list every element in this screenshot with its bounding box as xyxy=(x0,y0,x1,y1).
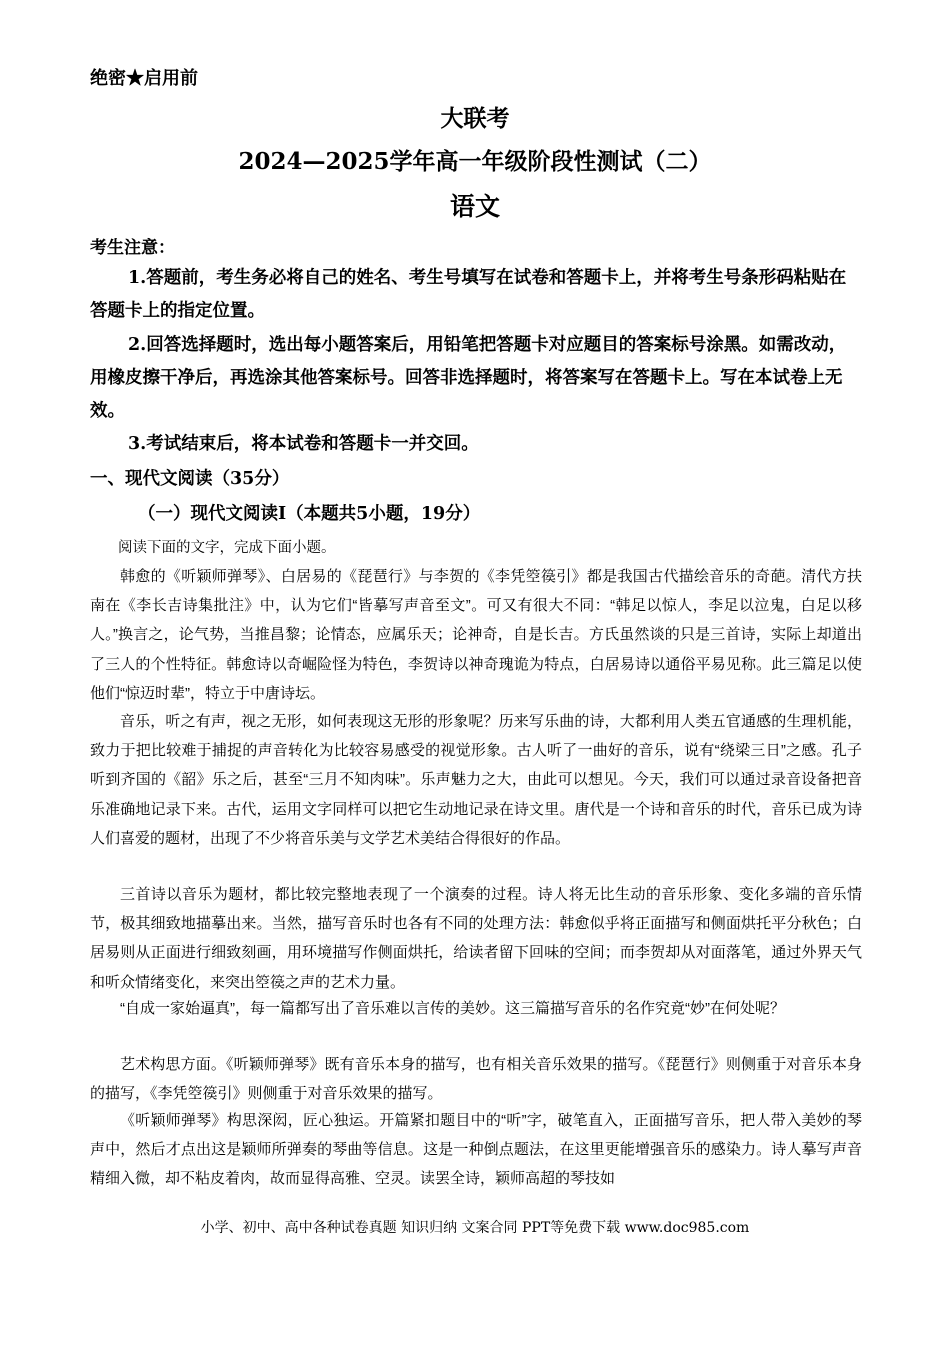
section-title: 一、现代文阅读（35分） xyxy=(90,469,290,489)
passage-paragraph: 音乐，听之有声，视之无形，如何表现这无形的形象呢？历来写乐曲的诗，大都利用人类五官通感的生理机能，致力于把比较难于捕捉的声音转化为比较容易感受的视觉形象。古人听了一曲好的音乐，说有“绕梁三日”之感。孔子听到齐国的《韶》乐之后，甚至“三月不知肉味”。乐声魅力之大，由此可以想见。今天，我们可以通过录音设备把音乐准确地记录下来。古代，运用文字同样可以把它生动地记录在诗文里。唐代是一个诗和音乐的时代，音乐已成为诗人们喜爱的题材，出现了不少将音乐美与文学艺术美结合得很好的作品。 xyxy=(90,713,862,847)
passage-paragraph: 三首诗以音乐为题材，都比较完整地表现了一个演奏的过程。诗人将无比生动的音乐形象、变化多端的音乐情节，极其细致地描摹出来。当然，描写音乐时也各有不同的处理方法：韩愈似乎将正面描写和侧面烘托平分秋色；白居易则从正面进行细致刻画，用环境描写作侧面烘托，给读者留下回味的空间；而李贺却从对面落笔，通过外界天气和听众情绪变化，来突出箜篌之声的艺术力量。 xyxy=(90,886,862,991)
notice-item: 1.答题前，考生务必将自己的姓名、考生号填写在试卷和答题卡上，并将考生号条形码粘贴在答题卡上的指定位置。 xyxy=(90,268,847,321)
subject-title: 语文 xyxy=(449,192,500,221)
section-subtitle: （一）现代文阅读Ⅰ（本题共5小题，19分） xyxy=(138,504,481,524)
notice-heading: 考生注意： xyxy=(90,238,175,258)
notice-item: 3.考试结束后，将本试卷和答题卡一并交回。 xyxy=(128,434,479,454)
passage-paragraph: 艺术构思方面。《听颖师弹琴》既有音乐本身的描写，也有相关音乐效果的描写。《琵琶行》则侧重于对音乐本身的描写，《李凭箜篌引》则侧重于对音乐效果的描写。 xyxy=(90,1056,862,1103)
exam-subtitle: 2024—2025学年高一年级阶段性测试（二） xyxy=(238,148,712,175)
page-footer: 小学、初中、高中各种试卷真题 知识归纳 文案合同 PPT等免费下载 www.doc985.com xyxy=(200,1220,750,1236)
exam-title: 大联考 xyxy=(440,105,510,132)
passage-paragraph: “自成一家始逼真”，每一篇都写出了音乐难以言传的美妙。这三篇描写音乐的名作究竟“妙”在何处呢？ xyxy=(120,1000,785,1017)
passage-paragraph: 韩愈的《听颖师弹琴》、白居易的《琵琶行》与李贺的《李凭箜篌引》都是我国古代描绘音乐的奇葩。清代方扶南在《李长吉诗集批注》中，认为它们“皆摹写声音至文”。可又有很大不同：“韩足以惊人，李足以泣鬼，白足以移人。”换言之，论气势，当推昌黎；论情态，应属乐天；论神奇，自是长吉。方氏虽然谈的只是三首诗，实际上却道出了三人的个性特征。韩愈诗以奇崛险怪为特色，李贺诗以神奇瑰诡为特点，白居易诗以通俗平易见称。此三篇足以使他们“惊迈时辈”，特立于中唐诗坛。 xyxy=(90,568,862,702)
notice-item: 2.回答选择题时，选出每小题答案后，用铅笔把答题卡对应题目的答案标号涂黑。如需改动，用橡皮擦干净后，再选涂其他答案标号。回答非选择题时，将答案写在答题卡上。写在本试卷上无效。 xyxy=(90,335,847,421)
passage-paragraph: 《听颖师弹琴》构思深闳，匠心独运。开篇紧扣题目中的“听”字，破笔直入，正面描写音乐，把人带入美妙的琴声中，然后才点出这是颖师所弹奏的琴曲等信息。这是一种倒点题法，在这里更能增强音乐的感染力。诗人摹写声音精细入微，却不粘皮着肉，故而显得高雅、空灵。读罢全诗，颖师高超的琴技如 xyxy=(90,1112,862,1188)
reading-instruction: 阅读下面的文字，完成下面小题。 xyxy=(118,540,336,556)
secret-label: 绝密★启用前 xyxy=(90,68,198,89)
